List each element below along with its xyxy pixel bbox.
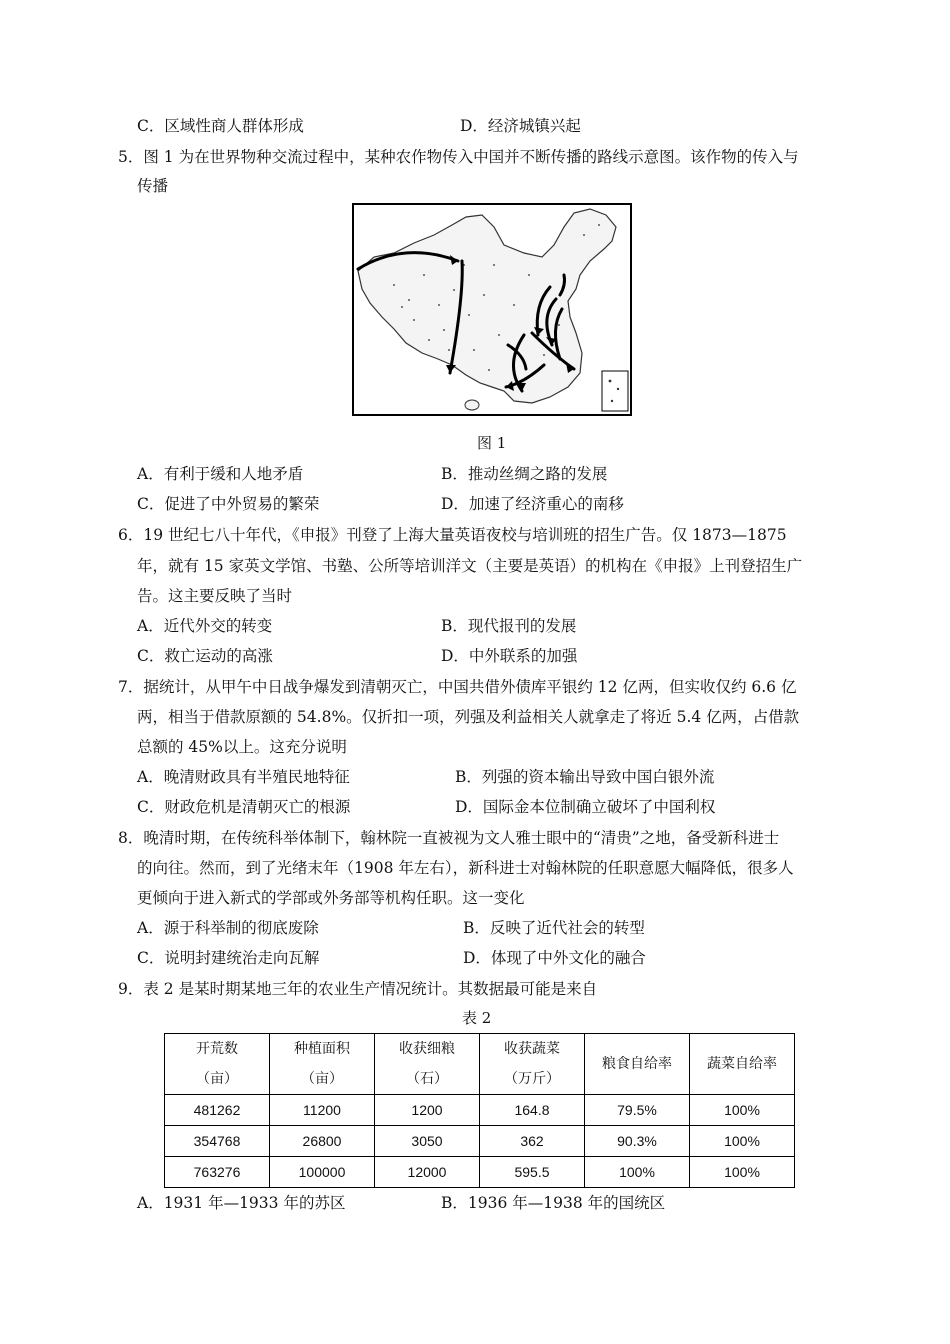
q4-option-c: C．区域性商人群体形成 [137, 117, 304, 135]
q4-option-d: D．经济城镇兴起 [460, 117, 581, 135]
table-cell: 354768 [165, 1126, 270, 1157]
table-cell: 12000 [375, 1157, 480, 1188]
table-cell: 11200 [270, 1095, 375, 1126]
table-cell: 90.3% [585, 1126, 690, 1157]
table-cell: 100% [585, 1157, 690, 1188]
table-cell: 79.5% [585, 1095, 690, 1126]
table-row [165, 1157, 795, 1188]
q7-option-a: A．晚清财政具有半殖民地特征 [137, 768, 350, 786]
q6-stem-line2: 年，就有 15 家英文学馆、书塾、公所等培训洋文（主要是英语）的机构在《申报》上刊登招生广 [137, 557, 803, 575]
q7-option-b: B．列强的资本输出导致中国白银外流 [455, 768, 715, 786]
table-cell: 26800 [270, 1126, 375, 1157]
q8-option-d: D．体现了中外文化的融合 [463, 949, 646, 967]
q6-stem-line1: 6．19 世纪七八十年代，《申报》刊登了上海大量英语夜校与培训班的招生广告。仅 1873—1875 [118, 526, 787, 544]
agriculture-stats-table [164, 1033, 795, 1188]
q9-stem-line1: 9．表 2 是某时期某地三年的农业生产情况统计。其数据最可能是来自 [118, 980, 598, 998]
q8-option-c: C．说明封建统治走向瓦解 [137, 949, 320, 967]
china-crop-route-map [352, 203, 632, 416]
table-cell: 3050 [375, 1126, 480, 1157]
q8-stem-line3: 更倾向于进入新式的学部或外务部等机构任职。这一变化 [137, 889, 525, 907]
q7-option-c: C．财政危机是清朝灭亡的根源 [137, 798, 351, 816]
china-map-illustration [354, 205, 630, 414]
table-row [165, 1095, 795, 1126]
header-cell: 收获蔬菜 （万斤） [480, 1034, 585, 1095]
table-cell: 164.8 [480, 1095, 585, 1126]
q5-option-a: A．有利于缓和人地矛盾 [137, 465, 304, 483]
table-cell: 481262 [165, 1095, 270, 1126]
table-header-row [165, 1034, 795, 1095]
table-row [165, 1126, 795, 1157]
q8-stem-line2: 的向往。然而，到了光绪末年（1908 年左右），新科进士对翰林院的任职意愿大幅降低，很多人 [137, 859, 794, 877]
header-cell: 开荒数 （亩） [165, 1034, 270, 1095]
q6-option-d: D．中外联系的加强 [441, 647, 578, 665]
header-cell: 蔬菜自给率 [690, 1034, 795, 1095]
table-cell: 362 [480, 1126, 585, 1157]
q5-option-c: C．促进了中外贸易的繁荣 [137, 495, 320, 513]
q7-option-d: D．国际金本位制确立破坏了中国利权 [455, 798, 716, 816]
header-cell: 种植面积 （亩） [270, 1034, 375, 1095]
table-cell: 100% [690, 1157, 795, 1188]
table-cell: 100% [690, 1095, 795, 1126]
q6-option-c: C．救亡运动的高涨 [137, 647, 273, 665]
q5-stem-line2: 传播 [137, 177, 169, 195]
q8-option-b: B．反映了近代社会的转型 [463, 919, 645, 937]
table-title: 表 2 [462, 1009, 492, 1027]
q5-stem-line1: 5．图 1 为在世界物种交流过程中，某种农作物传入中国并不断传播的路线示意图。该作物的传入与 [118, 148, 799, 166]
q5-option-b: B．推动丝绸之路的发展 [441, 465, 608, 483]
figure-caption: 图 1 [477, 434, 507, 452]
header-cell: 收获细粮 （石） [375, 1034, 480, 1095]
q7-stem-line2: 两，相当于借款原额的 54.8%。仅折扣一项，列强及利益相关人就拿走了将近 5.4 亿两，占借款 [137, 708, 800, 726]
q6-option-a: A．近代外交的转变 [137, 617, 273, 635]
q7-stem-line3: 总额的 45%以上。这充分说明 [137, 738, 347, 756]
q7-stem-line1: 7．据统计，从甲午中日战争爆发到清朝灭亡，中国共借外债库平银约 12 亿两，但实收仅约 6.6 亿 [118, 678, 797, 696]
table-cell: 1200 [375, 1095, 480, 1126]
q6-option-b: B．现代报刊的发展 [441, 617, 577, 635]
table-cell: 595.5 [480, 1157, 585, 1188]
header-cell: 粮食自给率 [585, 1034, 690, 1095]
table-cell: 763276 [165, 1157, 270, 1188]
table-cell: 100000 [270, 1157, 375, 1188]
table-cell: 100% [690, 1126, 795, 1157]
q9-option-a: A．1931 年—1933 年的苏区 [137, 1194, 346, 1212]
q9-option-b: B．1936 年—1938 年的国统区 [441, 1194, 666, 1212]
q8-stem-line1: 8．晚清时期，在传统科举体制下，翰林院一直被视为文人雅士眼中的“清贵”之地，备受新科进士 [118, 829, 780, 847]
q6-stem-line3: 告。这主要反映了当时 [137, 587, 293, 605]
q8-option-a: A．源于科举制的彻底废除 [137, 919, 319, 937]
q5-option-d: D．加速了经济重心的南移 [441, 495, 624, 513]
